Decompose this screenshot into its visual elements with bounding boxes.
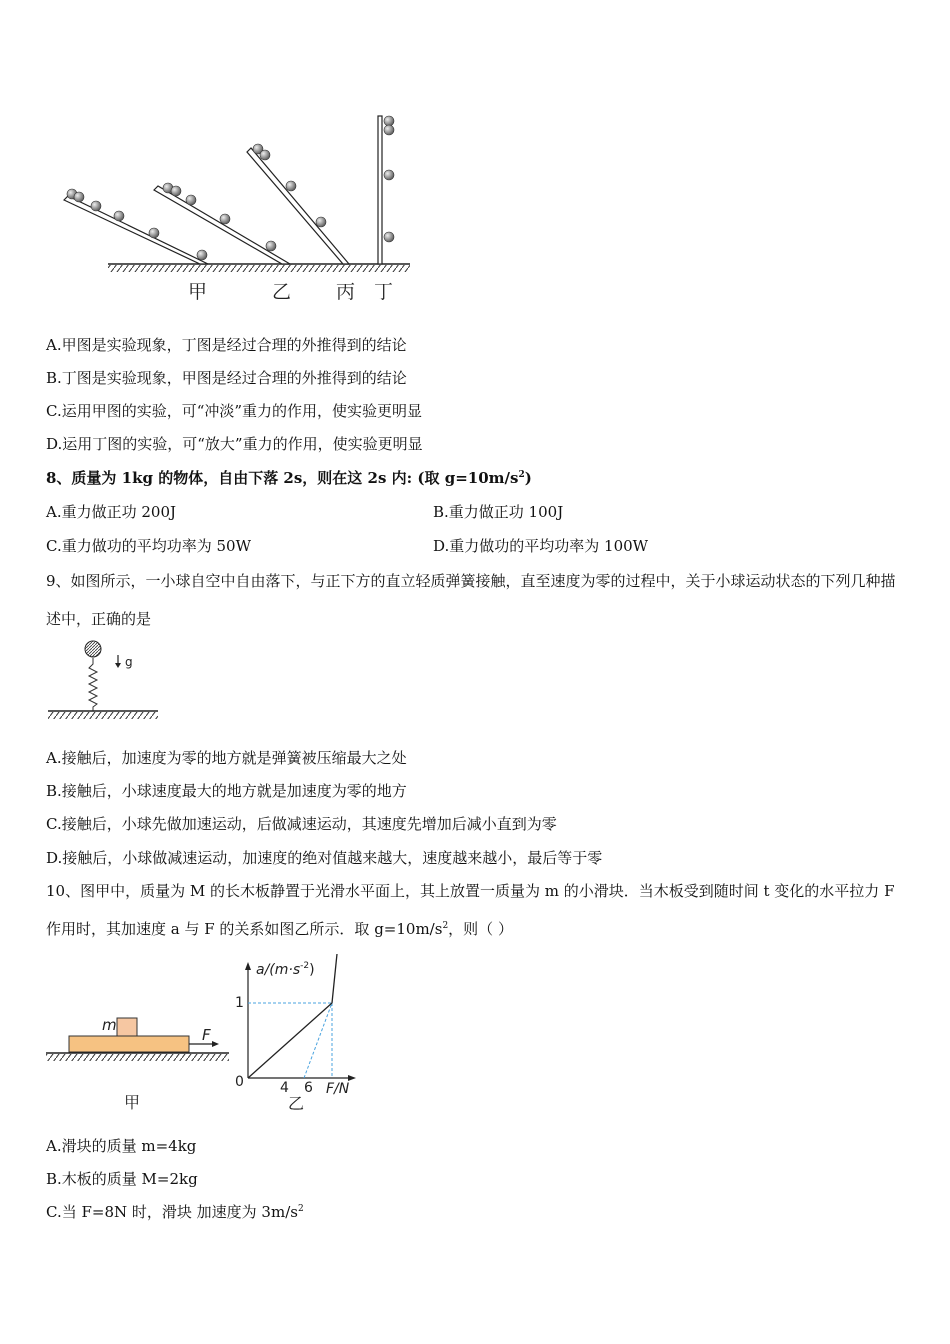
q10-stem: 10、图甲中，质量为 M 的长木板静置于光滑水平面上，其上放置一质量为 m 的小滑块．当木板受到随时间 t 变化的水平拉力 F 作用时，其加速度 a 与 F 的关系如图乙所示．取 $g=10m/s^2$，则（ ） [46, 882, 895, 938]
q8-option-b: B.重力做正功 100J [433, 503, 564, 521]
x-axis-label: F/N [326, 1081, 350, 1097]
q7-option-b: B.丁图是实验现象，甲图是经过合理的外推得到的结论 [46, 369, 407, 387]
guide-line-x4 [304, 1003, 332, 1078]
q7-option-c: C.运用甲图的实验，可“冲淡”重力的作用，使实验更明显 [46, 402, 423, 420]
block-mass-label: m [102, 1016, 117, 1034]
figure-caption-yi: 乙 [288, 1094, 305, 1113]
q9-stem: 9、如图所示，一小球自空中自由落下，与正下方的直立轻质弹簧接触，直至速度为零的过程中，关于小球运动状态的下列几种描述中，正确的是 [46, 572, 896, 628]
spring-ball-figure [44, 636, 164, 724]
y-tick-label: 1 [235, 995, 244, 1011]
q9-option-d: D.接触后，小球做减速运动，加速度的绝对值越来越大，速度越来越小，最后等于零 [46, 849, 603, 867]
q10-option-a: A.滑块的质量 m=4kg [46, 1137, 197, 1155]
figure-caption-jia: 甲 [124, 1093, 141, 1112]
figure-label-bing: 丙 [336, 281, 356, 303]
figure-label-yi: 乙 [272, 281, 292, 303]
q8-stem: 8、质量为 1kg 的物体，自由下落 2s，则在这 2s 内: (取 $g=10m/s^2$) [46, 469, 532, 487]
spring-icon [89, 658, 97, 711]
q8-option-a: A.重力做正功 200J [46, 503, 177, 521]
q7-option-d: D.运用丁图的实验，可“放大”重力的作用，使实验更明显 [46, 435, 423, 453]
a-F-graph [226, 954, 376, 1116]
small-block [117, 1018, 137, 1036]
gravity-label: g [125, 655, 133, 669]
y-axis-label: $a/(m\cdot s^{-2})$ [256, 961, 315, 978]
series-line-2 [332, 954, 349, 1003]
x-tick-label-6: 6 [304, 1080, 313, 1096]
q10-option-b: B.木板的质量 M=2kg [46, 1170, 198, 1188]
q9-option-b: B.接触后，小球速度最大的地方就是加速度为零的地方 [46, 782, 407, 800]
origin-label: 0 [235, 1074, 244, 1090]
board-block-figure [44, 1010, 234, 1116]
q8-option-c: C.重力做功的平均功率为 50W [46, 537, 251, 555]
long-board [69, 1036, 189, 1052]
ball-icon [85, 641, 101, 657]
q10-option-c: C.当 F=8N 时，滑块 加速度为 $3m/s^2$ [46, 1203, 304, 1221]
q7-option-a: A.甲图是实验现象，丁图是经过合理的外推得到的结论 [46, 336, 407, 354]
q8-option-d: D.重力做功的平均功率为 100W [433, 537, 649, 555]
inclined-plane-figure [60, 108, 420, 308]
figure-label-jia: 甲 [188, 281, 208, 303]
series-line-1 [248, 1003, 332, 1078]
force-label: F [202, 1026, 211, 1044]
figure-label-ding: 丁 [374, 281, 394, 303]
q9-option-c: C.接触后，小球先做加速运动，后做减速运动，其速度先增加后减小直到为零 [46, 815, 557, 833]
q9-option-a: A.接触后，加速度为零的地方就是弹簧被压缩最大之处 [46, 749, 407, 767]
x-tick-label-4: 4 [280, 1080, 289, 1096]
